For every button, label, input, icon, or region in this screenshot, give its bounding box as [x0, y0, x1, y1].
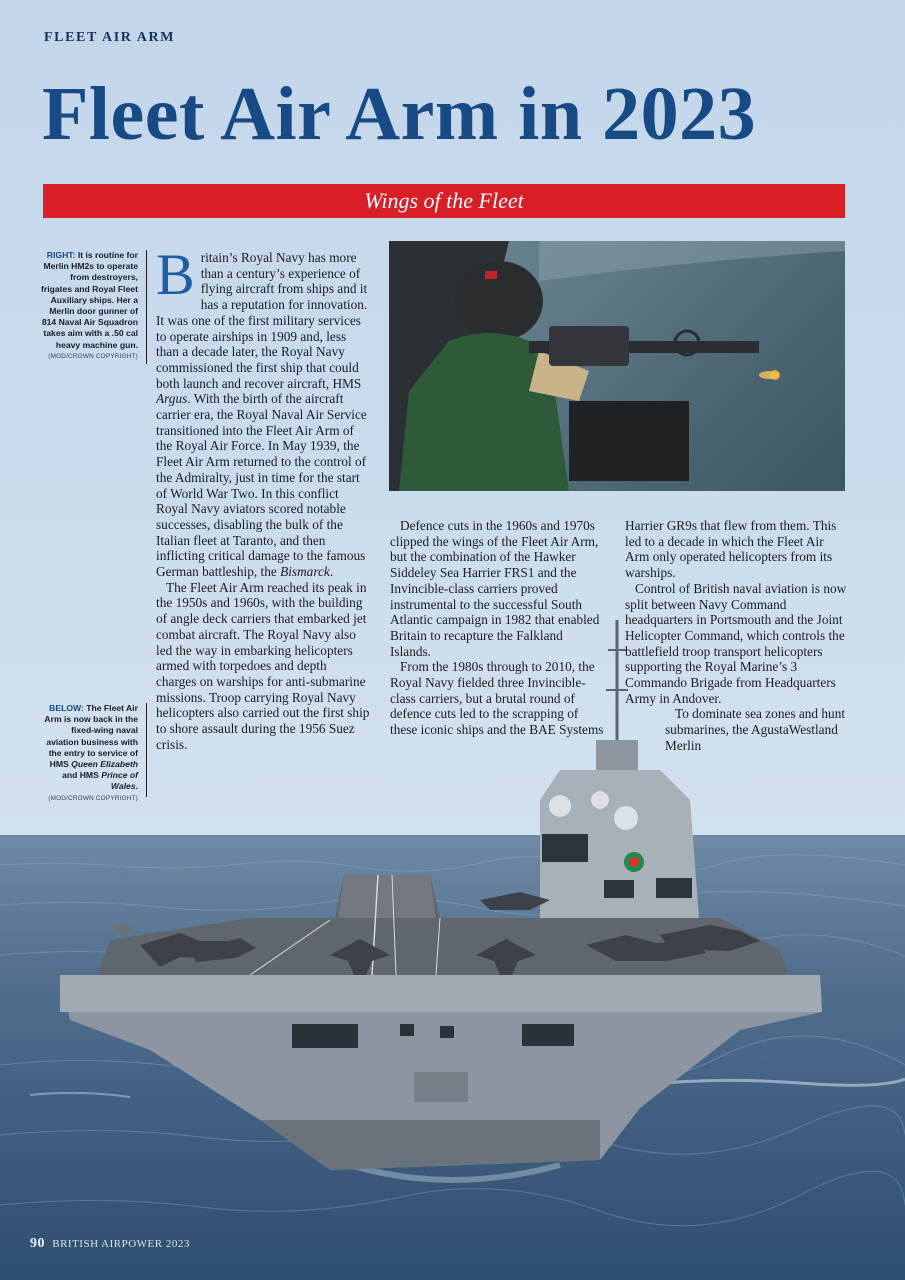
paragraph-intro-text-c: .	[329, 564, 334, 580]
paragraph-harrier: Harrier GR9s that flew from them. This led to a decade in which the Fleet Air Arm only operated helicopters from its warships.	[625, 518, 837, 581]
caption-below-text-2: and HMS	[62, 770, 102, 781]
caption-right-rule	[146, 250, 147, 364]
drop-cap: B	[156, 242, 195, 307]
subtitle-banner	[43, 184, 845, 218]
door-gunner-illustration	[389, 241, 845, 491]
page-title: Fleet Air Arm in 2023	[42, 72, 757, 156]
caption-below-lead: BELOW:	[49, 703, 84, 713]
page-footer	[30, 1236, 190, 1252]
caption-right-lead: RIGHT:	[46, 250, 76, 260]
section-label: FLEET AIR ARM	[44, 30, 176, 45]
ship-name-bismarck: Bismarck	[280, 564, 330, 580]
sea-background	[0, 835, 905, 1280]
paragraph-intro	[156, 242, 370, 580]
caption-below-text-3: .	[135, 781, 138, 792]
paragraph-1980s: From the 1980s through to 2010, the Royal Navy fielded three Invincible- class carriers, but a brutal round of defence cuts led to the scrapping of these iconic ships and the BAE Systems	[390, 659, 604, 738]
paragraph-intro-text-a: ritain’s Royal Navy has more than a century’s experience of flying aircraft from ships and it has a reputation for innovation. It was one of the first military services to operate airships in 1909 and, less than a decade later, the Royal Navy commissioned the first ship that could both launch and recover aircraft, HMS	[156, 250, 368, 391]
article-column-1	[156, 242, 370, 753]
paragraph-control: Control of British naval aviation is now split between Navy Command headquarters in Portsmouth and the Joint Helicopter Command, which controls the battlefield troop transport helicopters supporting the Royal Marine’s 3 Commando Brigade from Headquarters Army in Andover.	[625, 580, 847, 706]
caption-below-rule	[146, 703, 147, 797]
paragraph-intro-text-b: . With the birth of the aircraft carrier era, the Royal Naval Air Service transitioned into the Fleet Air Arm of the Royal Air Force. In May 1939, the Fleet Air Arm returned to the control of the Admiralty, just in time for the start of World War Two. In this conflict Royal Navy aviators scored notable successes, disabling the bulk of the Italian fleet at Taranto, and then inflicting critical damage to the famous German battleship, the	[156, 391, 367, 580]
caption-right-credit: (MOD/CROWN COPYRIGHT)	[48, 352, 138, 360]
photo-merlin-door-gunner	[389, 241, 845, 491]
article-column-2	[390, 518, 606, 738]
page-number: 90	[30, 1236, 45, 1251]
paragraph-defence-cuts: Defence cuts in the 1960s and 1970s clipped the wings of the Fleet Air Arm, but the combination of the Hawker Siddeley Sea Harrier FRS1 and the Invincible-class carriers proved instrumental to the successful South Atlantic campaign in 1982 that enabled Britain to recapture the Falkland Islands.	[390, 518, 600, 659]
paragraph-merlin: To dominate sea zones and hunt submarines, the AgustaWestland Merlin	[665, 706, 846, 753]
subtitle-text: Wings of the Fleet	[364, 188, 524, 213]
publication-name: BRITISH AIRPOWER 2023	[52, 1238, 190, 1250]
caption-below-ship-1: Queen Elizabeth	[71, 759, 138, 770]
sea-waves	[0, 835, 905, 1280]
ship-name-argus: Argus	[156, 391, 188, 407]
caption-right-text: It is routine for Merlin HM2s to operate from destroyers, frigates and Royal Fleet Auxiliary ships. Her a Merlin door gunner of 814 Naval Air Squadron takes aim with a .50 cal heavy machine gun.	[41, 250, 138, 350]
caption-below-ship-2: Prince of Wales	[101, 770, 138, 792]
caption-below-credit: (MOD/CROWN COPYRIGHT)	[48, 794, 138, 802]
paragraph-1950s: The Fleet Air Arm reached its peak in the 1950s and 1960s, with the building of angle deck carriers that embarked jet combat aircraft. The Royal Navy also led the way in embarking helicopters armed with torpedoes and depth charges on warships for anti-submarine missions. Troop carrying Royal Navy helicopters also carried out the first ship to shore assault during the 1956 Suez crisis.	[156, 579, 370, 752]
caption-below	[40, 703, 138, 803]
article-column-3	[625, 518, 847, 754]
caption-right	[40, 250, 138, 361]
caption-below-text-1: The Fleet Air Arm is now back in the fixed-wing naval aviation business with the entry to service of HMS	[44, 703, 138, 770]
